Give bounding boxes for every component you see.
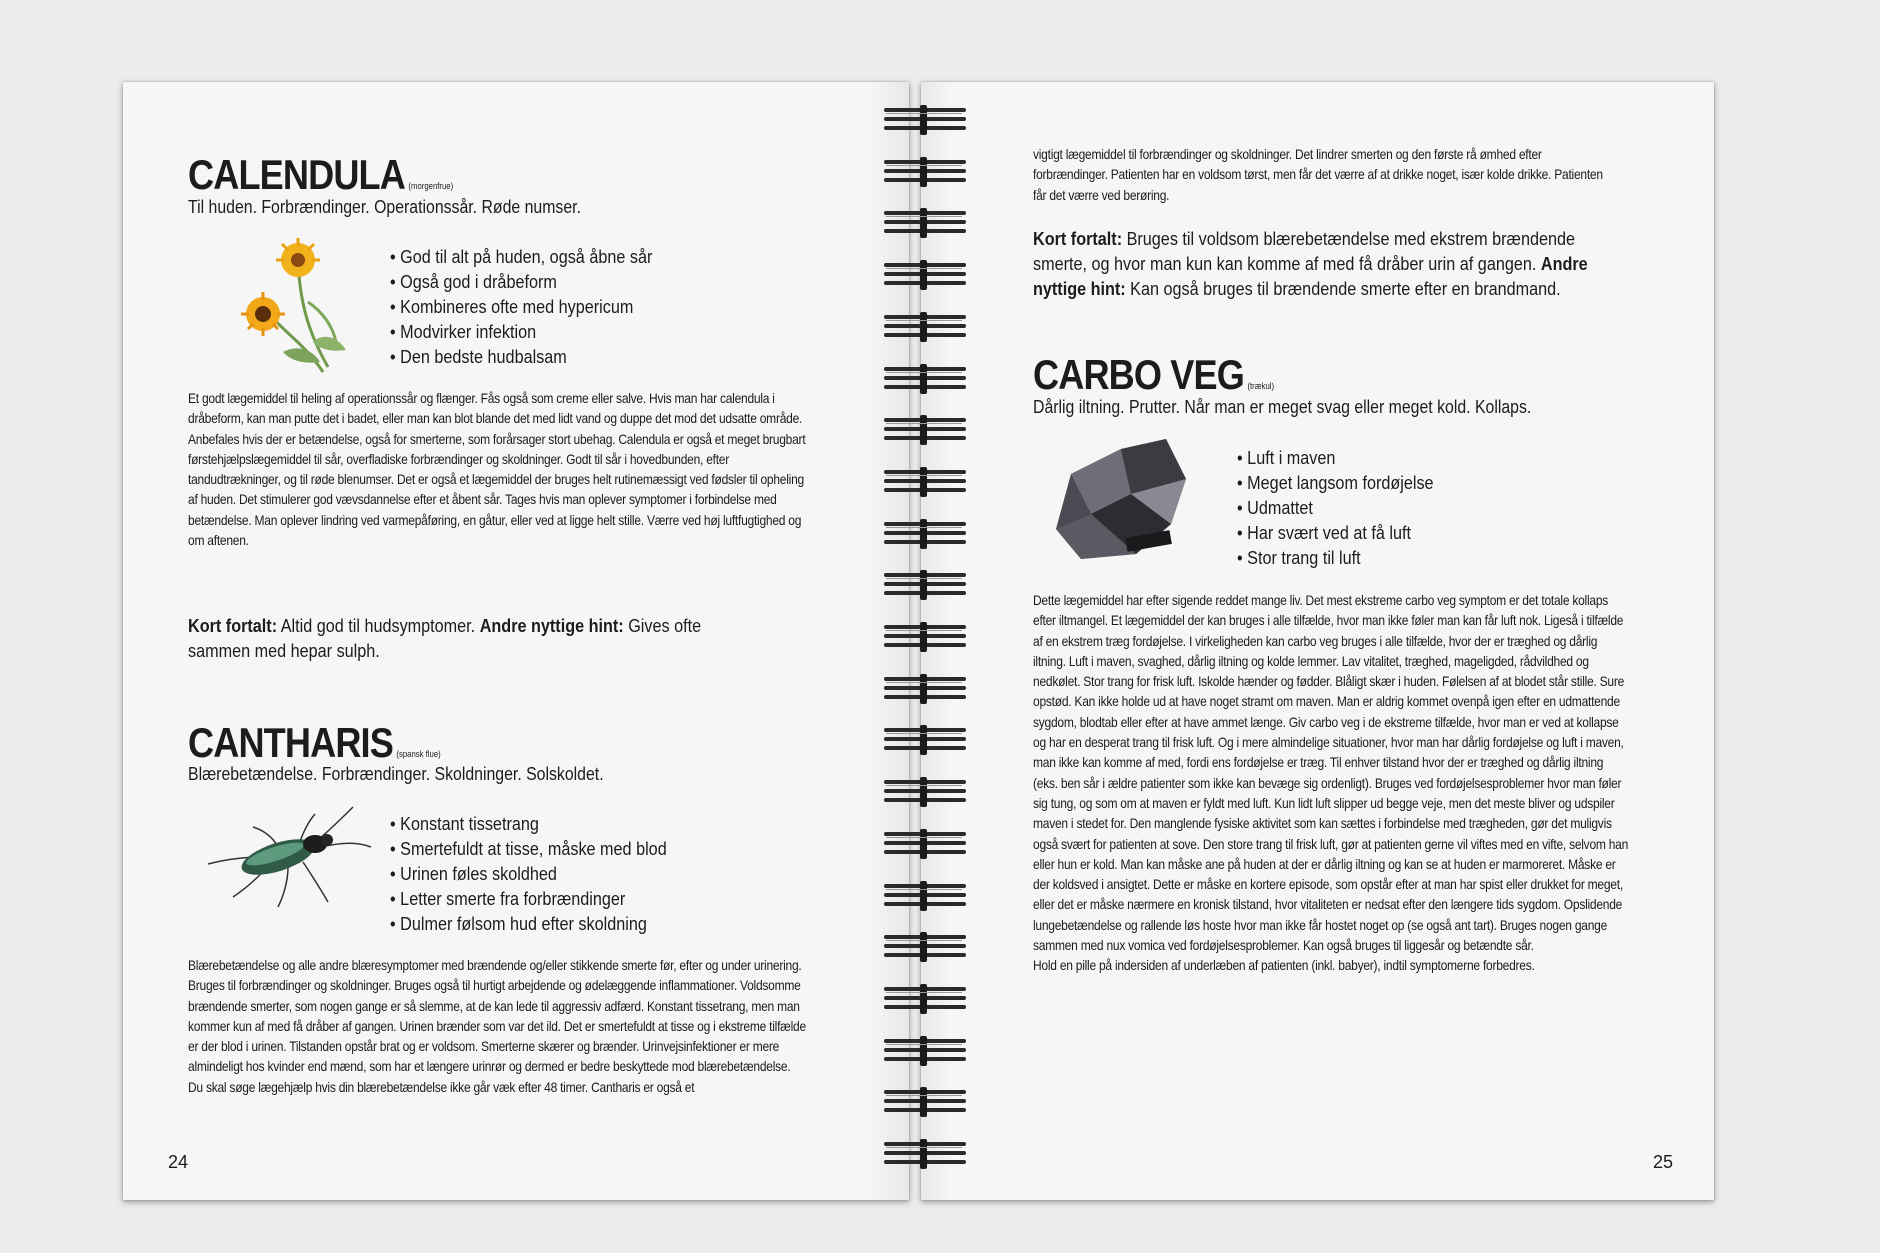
hint-text: Kan også bruges til brændende smerte efter en brandmand. [1125, 279, 1561, 299]
spiral-ring [880, 674, 970, 704]
hint-label: Andre nyttige hint: [1033, 254, 1588, 299]
calendula-latin-name: (morgenfrue) [408, 181, 454, 191]
beetle-illustration [203, 802, 373, 912]
carbo-veg-instruction: Hold en pille på indersiden af underlæben af patienten (inkl. babyer), indtil symptomerne forbedres. [1033, 957, 1535, 974]
carbo-veg-description: Dette lægemiddel har efter sigende reddet mange liv. Det mest ekstreme carbo veg symptom er det totale kollaps efter iltmangel. Et lægemiddel der kan bruges i alle tilfælde, hvor man ikke føler man kan får luft nok. Ligeså i tilfælde af en ekstrem træg fordøjelse. I virkeligheden kan carbo veg bruges i alle tilfælde, hvor der er træghed og dårlig iltning. Luft i maven, svaghed, dårlig iltning og kolde lemmer. Lav vitalitet, træghed, mageligded, rådvildhed og nedkølet. Stor trang for frisk luft. Iskolde hænder og fødder. Blåligt skær i huden. Følelsen af at blodet står stille. Sure opstød. Kan ikke holde ud at have noget stramt om maven. Man er aldrig kommet ovenpå igen efter en udmattende sygdom, blodtab eller efter at have ammet længe. Giv carbo veg i de ekstreme tilfælde, hvor man er ved at kollapse og har en desperat trang til frisk luft. Og i mere almindelige situationer, hvor man har dårlig fordøjelse og luft i maven, man ikke kan komme af med, fordi ens fordøjelse er træg. Til enhver tilstand hvor der er træghed og dårlig iltning (eks. ben sår i ældre patienter som ikke kan bevæge sig ordenligt). Bruges ved fordøjelsesproblemer hvor man føler sig tung, og som om at maven er fyldt med luft. Kun lidt luft slipper ud begge veje, men det meste bliver og udspiler maven i stedet for. Den manglende fysiske aktivitet som kan sættes i forbindelse med trægheden, gør det muligvis også svært for patienten at sove. Den store trang til frisk luft, gør at patienten gerne vil viftes med en vifte, selvom han eller hun er kold. Man kan måske ane på huden at der er dårlig iltning og kan se at huden er marmoreret. Måske er der koldsved i ansigtet. Dette er måske en kortere episode, som opstår efter at man har spist eller drukket for meget, eller det er måske nærmere en kronisk tilstand, hvor vitaliteten er nedsat efter den længere tids sygdom. Opslidende lungebetændelse og rallende løs hoste hvor man ikke får hostet noget op (se også ant tart). Bruges nogen gange sammen med nux vomica ved fordøjelsesproblemer. Kan også bruges til liggesår og betændte sår. [1033, 592, 1629, 954]
list-item: • Dulmer følsom hud efter skoldning [390, 912, 667, 937]
spiral-ring [880, 157, 970, 187]
list-item: • Stor trang til luft [1237, 546, 1434, 571]
list-item: • Letter smerte fra forbrændinger [390, 887, 667, 912]
charcoal-illustration [1051, 434, 1191, 569]
calendula-title: CALENDULA [188, 151, 405, 198]
calendula-bullet-list [390, 245, 682, 370]
spiral-ring [880, 1139, 970, 1169]
spiral-ring [880, 105, 970, 135]
spiral-ring [880, 932, 970, 962]
calendula-subtitle: Til huden. Forbrændinger. Operationssår. Røde numser. [188, 197, 581, 217]
spiral-ring [880, 208, 970, 238]
spiral-ring [880, 519, 970, 549]
left-page [123, 82, 909, 1200]
carbo-veg-latin-name: (trækul) [1247, 381, 1275, 391]
hint-text: Gives ofte sammen med hepar sulph. [188, 616, 702, 661]
right-page [921, 82, 1714, 1200]
calendula-summary [188, 614, 746, 664]
spiral-ring [880, 1087, 970, 1117]
spiral-ring [880, 1036, 970, 1066]
spiral-ring [880, 467, 970, 497]
calendula-flower-illustration [228, 232, 353, 382]
summary-text: Bruges til voldsom blærebetændelse med ekstrem brændende smerte, og hvor man kun kan komme af med få dråber urin af gangen. [1033, 229, 1576, 274]
spiral-ring [880, 260, 970, 290]
list-item: • Konstant tissetrang [390, 812, 667, 837]
spiral-ring [880, 622, 970, 652]
spiral-ring [880, 570, 970, 600]
calendula-body-text: Et godt lægemiddel til heling af operationssår og flænger. Fås også som creme eller salve. Hvis man har calendula i dråbeform, kan man putte det i badet, eller man kan blot blande det med lidt vand og duppe det mod det udsatte område. Anbefales hvis der er betændelse, også for smerterne, som forårsager stort ubehag. Calendula er også et meget brugbart førstehjælpslægemiddel til sår, overfladiske forbrændinger og skoldninger. Godt til sår i hovedbunden, efter tandudtrækninger, og til røde blenumser. Det er også et lægemiddel der bruges helt rutinemæssigt ved fødsler til opheling af huden. Det stimulerer god vævsdannelse efter et åbent sår. Tages hvis man oplever symptomer i forbindelse med betændelse. Man oplever lindring ved varmepåføring, en gåtur, eller ved at ligge helt stille. Værre ved høj luftfugtighed og om aftenen. [188, 390, 806, 549]
list-item: • Urinen føles skoldhed [390, 862, 667, 887]
spiral-ring [880, 312, 970, 342]
summary-label: Kort fortalt: [1033, 229, 1123, 249]
spiral-ring [880, 881, 970, 911]
spiral-ring [880, 777, 970, 807]
carbo-veg-heading [1033, 351, 1275, 398]
cantharis-bullet-list [390, 812, 697, 937]
spiral-ring [880, 725, 970, 755]
list-item: • God til alt på huden, også åbne sår [390, 245, 652, 270]
spiral-ring [880, 984, 970, 1014]
spiral-ring [880, 364, 970, 394]
hint-label: Andre nyttige hint: [479, 616, 624, 636]
list-item: • Udmattet [1237, 496, 1434, 521]
cantharis-body-text: Blærebetændelse og alle andre blæresymptomer med brændende og/eller stikkende smerte før, efter og under urinering. Bruges til forbrændinger og skoldninger. Bruges også til hurtigt arbejdende og ødelæggende inflammationer. Voldsomme brændende smerter, som nogen gange er så slemme, at de kan lede til aggressiv adfærd. Konstant tissetrang, men man kommer kun af med få dråber af gangen. Urinen brænder som var det ild. Det er smertefuldt at tisse og i ekstreme tilfælde er der blod i urinen. Tilstanden opstår brat og er voldsom. Smerterne skærer og brænder. Urinvejsinfektioner er mere almindeligt hos kvinder end mænd, som har et længere urinrør og dermed er bedre beskyttede mod blærebetændelse. Du skal søge lægehjælp hvis din blærebetændelse ikke går væk efter 48 timer. Cantharis er også et [188, 957, 806, 1095]
list-item: • Også god i dråbeform [390, 270, 652, 295]
spiral-binding [880, 105, 970, 1185]
spiral-ring [880, 415, 970, 445]
carbo-veg-subtitle: Dårlig iltning. Prutter. Når man er meget svag eller meget kold. Kollaps. [1033, 397, 1532, 417]
summary-text: Altid god til hudsymptomer. [277, 616, 480, 636]
calendula-heading [188, 151, 454, 198]
list-item: • Meget langsom fordøjelse [1237, 471, 1434, 496]
cantharis-continued-text: vigtigt lægemiddel til forbrændinger og skoldninger. Det lindrer smerten og den første rå ømhed efter forbrændinger. Patienten har en voldsom tørst, men får det værre af at drikke noget, især kolde drikke. Patienten får det værre ved berøring. [1033, 146, 1603, 203]
list-item: • Har svært ved at få luft [1237, 521, 1434, 546]
carbo-veg-body-text [1033, 590, 1630, 976]
cantharis-latin-name: (spansk flue) [396, 749, 441, 759]
list-item: • Luft i maven [1237, 446, 1434, 471]
carbo-veg-bullet-list [1237, 446, 1455, 571]
cantharis-heading [188, 719, 441, 766]
summary-label: Kort fortalt: [188, 616, 278, 636]
cantharis-subtitle: Blærebetændelse. Forbrændinger. Skoldninger. Solskoldet. [188, 764, 604, 784]
list-item: • Smertefuldt at tisse, måske med blod [390, 837, 667, 862]
list-item: • Kombineres ofte med hypericum [390, 295, 652, 320]
list-item: • Modvirker infektion [390, 320, 652, 345]
cantharis-title: CANTHARIS [188, 719, 393, 766]
spiral-ring [880, 829, 970, 859]
page-number-right: 25 [1653, 1152, 1674, 1172]
carbo-veg-title: CARBO VEG [1033, 351, 1245, 398]
cantharis-summary [1033, 227, 1627, 302]
list-item: • Den bedste hudbalsam [390, 345, 652, 370]
page-number-left: 24 [168, 1152, 189, 1172]
